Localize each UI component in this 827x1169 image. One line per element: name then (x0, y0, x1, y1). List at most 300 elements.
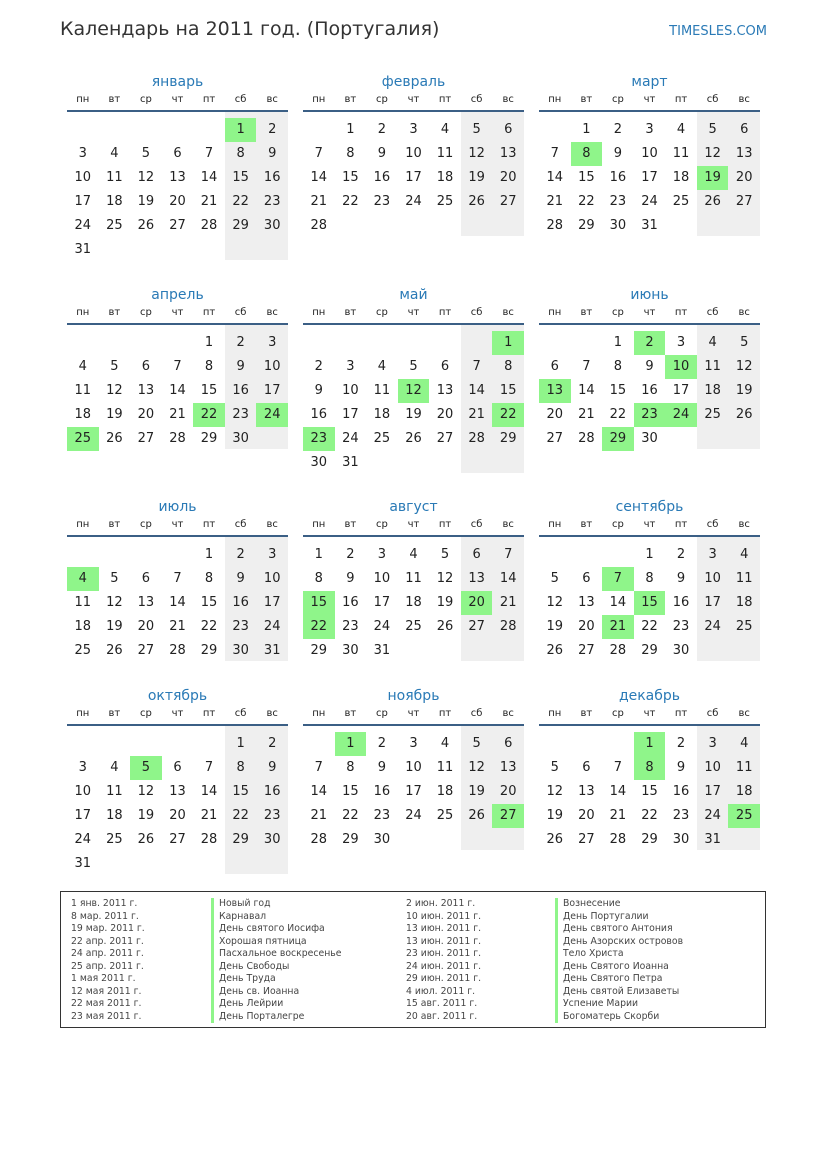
day-cell: 7 (314, 760, 323, 775)
day-cell: 26 (468, 808, 485, 823)
day-cell: 3 (377, 547, 387, 562)
day-cell: 11 (106, 170, 123, 185)
day-cell: 23 (263, 194, 281, 209)
holiday-name: День Азорских островов (555, 936, 683, 949)
day-cell: 28 (310, 832, 328, 847)
day-cell: 21 (169, 407, 186, 422)
weekday-header: вс (266, 708, 278, 719)
day-cell: 28 (546, 218, 564, 233)
day-cell: 17 (74, 194, 92, 209)
weekday-header: чт (407, 708, 420, 719)
day-cell: 19 (137, 808, 155, 823)
day-cell: 14 (169, 595, 186, 610)
holiday-day: 1 (634, 732, 666, 756)
day-cell: 21 (310, 808, 328, 823)
day-cell: 29 (578, 218, 595, 233)
day-cell: 30 (232, 643, 249, 658)
month-name: ноябрь (387, 688, 440, 704)
day-cell: 3 (78, 760, 87, 775)
day-cell: 30 (672, 832, 690, 847)
legend-right-dates (406, 898, 481, 1023)
holiday-date: 4 июл. 2011 г. (406, 985, 476, 997)
day-cell: 1 (236, 736, 245, 751)
weekday-header: чт (643, 307, 656, 318)
day-cell: 20 (169, 194, 186, 209)
day-cell: 7 (504, 547, 513, 562)
day-cell: 7 (173, 571, 182, 586)
month-name: январь (151, 74, 204, 90)
holiday-date: 15 авг. 2011 г. (406, 998, 478, 1009)
day-cell: 17 (74, 808, 92, 823)
day-cell: 21 (499, 595, 517, 610)
holiday-day: 10 (665, 355, 697, 379)
day-cell: 24 (74, 832, 92, 847)
holiday-date: 19 мар. 2011 г. (71, 923, 145, 934)
day-cell: 29 (641, 832, 658, 847)
day-cell: 21 (546, 194, 564, 209)
holiday-date: 13 июн. 2011 г. (406, 923, 482, 934)
day-cell: 14 (609, 784, 627, 799)
day-cell: 8 (346, 146, 355, 161)
day-cell: 23 (609, 194, 627, 209)
day-cell: 23 (342, 619, 359, 634)
day-cell: 3 (409, 122, 418, 137)
day-cell: 18 (704, 383, 721, 398)
day-cell: 29 (200, 431, 218, 446)
weekday-header: пн (76, 708, 90, 719)
day-cell: 30 (310, 455, 328, 470)
weekday-header: пт (674, 94, 688, 105)
day-cell: 21 (310, 194, 328, 209)
day-cell: 19 (436, 595, 454, 610)
day-cell: 5 (550, 760, 559, 775)
holiday-day: 21 (602, 615, 634, 639)
day-cell: 28 (468, 431, 485, 446)
day-cell: 16 (373, 784, 391, 799)
month-name: апрель (151, 287, 204, 303)
holiday-day: 12 (398, 379, 430, 403)
day-cell: 6 (141, 359, 151, 374)
day-cell: 18 (405, 595, 422, 610)
holiday-name: День святого Антония (555, 923, 683, 936)
day-cell: 27 (499, 194, 517, 209)
day-cell: 9 (645, 359, 654, 374)
weekday-header: пт (438, 307, 452, 318)
holiday-day: 8 (571, 142, 603, 166)
weekday-header: ср (139, 519, 152, 530)
day-cell: 20 (578, 619, 595, 634)
day-cell: 28 (169, 643, 186, 658)
holiday-day: 19 (697, 166, 729, 190)
day-cell: 20 (137, 619, 155, 634)
day-cell: 11 (106, 784, 123, 799)
day-cell: 26 (405, 431, 422, 446)
weekday-header: ср (139, 708, 152, 719)
holiday-name: День Португалии (555, 911, 683, 924)
holiday-date: 23 июн. 2011 г. (406, 948, 482, 959)
weekday-header: вт (580, 307, 593, 318)
day-cell: 26 (436, 619, 454, 634)
holiday-day: 25 (728, 804, 760, 828)
day-cell: 16 (232, 595, 249, 610)
day-cell: 21 (468, 407, 485, 422)
weekday-header: пт (202, 307, 216, 318)
day-cell: 22 (641, 619, 658, 634)
weekday-header: пт (674, 519, 688, 530)
page-title: Календарь на 2011 год. (Португалия) (60, 18, 440, 40)
weekday-header: ср (611, 307, 624, 318)
day-cell: 30 (263, 832, 281, 847)
weekday-header: чт (643, 708, 656, 719)
day-cell: 28 (310, 218, 328, 233)
day-cell: 16 (672, 595, 690, 610)
day-cell: 4 (110, 760, 119, 775)
day-cell: 17 (704, 784, 721, 799)
holiday-day: 15 (303, 591, 335, 615)
day-cell: 13 (169, 784, 186, 799)
weekday-header: чт (171, 519, 184, 530)
day-cell: 5 (409, 359, 418, 374)
weekday-header: сб (470, 94, 483, 105)
day-cell: 3 (676, 335, 686, 350)
day-cell: 31 (263, 643, 281, 658)
holiday-date: 8 мар. 2011 г. (71, 910, 139, 922)
day-cell: 19 (546, 619, 564, 634)
day-cell: 20 (546, 407, 564, 422)
day-cell: 2 (346, 547, 355, 562)
day-cell: 8 (645, 571, 654, 586)
day-cell: 20 (735, 170, 753, 185)
day-cell: 16 (609, 170, 627, 185)
day-cell: 31 (74, 242, 92, 257)
day-cell: 24 (74, 218, 92, 233)
weekday-header: пн (312, 307, 326, 318)
month-name: декабрь (618, 688, 681, 704)
day-cell: 26 (137, 832, 155, 847)
day-cell: 10 (405, 760, 422, 775)
day-cell: 10 (373, 571, 391, 586)
holiday-date: 1 мая 2011 г. (71, 973, 136, 984)
day-cell: 14 (468, 383, 485, 398)
day-cell: 9 (268, 760, 277, 775)
day-cell: 19 (137, 194, 155, 209)
weekday-header: вт (108, 94, 121, 105)
day-cell: 19 (106, 619, 123, 634)
day-cell: 10 (74, 784, 92, 799)
day-cell: 11 (704, 359, 721, 374)
day-cell: 28 (499, 619, 517, 634)
day-cell: 24 (263, 619, 281, 634)
day-cell: 11 (405, 571, 422, 586)
day-cell: 1 (645, 547, 654, 562)
weekday-header: чт (407, 307, 420, 318)
day-cell: 16 (373, 170, 391, 185)
day-cell: 1 (204, 335, 214, 350)
day-cell: 6 (504, 736, 513, 751)
day-cell: 26 (735, 407, 753, 422)
day-cell: 31 (641, 218, 658, 233)
day-cell: 22 (609, 407, 627, 422)
day-cell: 15 (499, 383, 517, 398)
day-cell: 16 (672, 784, 690, 799)
holiday-day: 29 (602, 427, 634, 451)
weekday-header: вт (108, 307, 121, 318)
day-cell: 11 (74, 383, 92, 398)
day-cell: 30 (609, 218, 627, 233)
holiday-day: 1 (335, 732, 367, 756)
weekday-header: сб (234, 307, 247, 318)
day-cell: 7 (550, 146, 559, 161)
day-cell: 7 (204, 760, 214, 775)
day-cell: 27 (169, 218, 186, 233)
day-cell: 12 (704, 146, 721, 161)
legend-right-names (555, 898, 683, 1023)
day-cell: 18 (106, 808, 123, 823)
weekday-header: пн (312, 708, 326, 719)
day-cell: 5 (708, 122, 717, 137)
day-cell: 9 (377, 760, 387, 775)
day-cell: 27 (578, 643, 595, 658)
weekday-header: пт (674, 307, 688, 318)
day-cell: 8 (236, 760, 245, 775)
holiday-name: День Лейрии (211, 998, 342, 1011)
day-cell: 2 (676, 736, 686, 751)
day-cell: 19 (546, 808, 564, 823)
weekday-header: вс (738, 519, 750, 530)
day-cell: 30 (263, 218, 281, 233)
day-cell: 29 (232, 832, 249, 847)
weekday-header: вт (344, 94, 357, 105)
day-cell: 16 (263, 170, 281, 185)
day-cell: 29 (200, 643, 218, 658)
holiday-name: Успение Марии (555, 998, 683, 1011)
weekday-header: вс (266, 519, 278, 530)
day-cell: 5 (141, 146, 151, 161)
day-cell: 7 (314, 146, 323, 161)
day-cell: 5 (472, 122, 481, 137)
holiday-day: 2 (634, 331, 666, 355)
day-cell: 20 (578, 808, 595, 823)
day-cell: 7 (472, 359, 481, 374)
day-cell: 9 (377, 146, 387, 161)
day-cell: 27 (735, 194, 753, 209)
day-cell: 3 (645, 122, 654, 137)
weekday-header: сб (470, 708, 483, 719)
day-cell: 14 (200, 784, 218, 799)
holiday-day: 5 (130, 756, 162, 780)
day-cell: 21 (200, 808, 218, 823)
day-cell: 28 (578, 431, 595, 446)
day-cell: 26 (704, 194, 721, 209)
day-cell: 19 (405, 407, 422, 422)
holiday-name: День св. Иоанна (211, 986, 342, 999)
weekday-header: ср (375, 519, 388, 530)
holiday-date: 13 июн. 2011 г. (406, 935, 482, 947)
holiday-day: 23 (634, 403, 666, 427)
holiday-name: День Свободы (211, 961, 342, 974)
day-cell: 12 (436, 571, 454, 586)
day-cell: 4 (708, 335, 717, 350)
holiday-date: 12 мая 2011 г. (71, 985, 142, 997)
day-cell: 14 (546, 170, 564, 185)
holiday-name: День святой Елизаветы (555, 986, 683, 999)
day-cell: 26 (468, 194, 485, 209)
day-cell: 18 (74, 619, 92, 634)
day-cell: 18 (436, 784, 454, 799)
day-cell: 23 (672, 619, 690, 634)
weekday-header: чт (407, 519, 420, 530)
day-cell: 16 (342, 595, 359, 610)
day-cell: 26 (546, 832, 564, 847)
holiday-name: Тело Христа (555, 948, 683, 961)
day-cell: 31 (342, 455, 359, 470)
day-cell: 23 (672, 808, 690, 823)
day-cell: 7 (582, 359, 591, 374)
day-cell: 5 (440, 547, 450, 562)
day-cell: 21 (200, 194, 218, 209)
day-cell: 29 (232, 218, 249, 233)
day-cell: 11 (735, 760, 753, 775)
weekday-header: сб (234, 94, 247, 105)
day-cell: 27 (436, 431, 454, 446)
day-cell: 27 (468, 619, 485, 634)
day-cell: 6 (504, 122, 513, 137)
day-cell: 1 (613, 335, 623, 350)
day-cell: 4 (740, 736, 749, 751)
holiday-day: 27 (492, 804, 524, 828)
day-cell: 14 (609, 595, 627, 610)
day-cell: 4 (740, 547, 749, 562)
weekday-header: вт (580, 94, 593, 105)
holiday-day: 25 (67, 427, 99, 451)
weekday-header: ср (139, 94, 152, 105)
day-cell: 14 (310, 170, 328, 185)
day-cell: 4 (440, 122, 450, 137)
weekday-header: сб (470, 307, 483, 318)
day-cell: 12 (735, 359, 753, 374)
day-cell: 3 (708, 547, 717, 562)
day-cell: 18 (74, 407, 92, 422)
holiday-date: 22 мая 2011 г. (71, 998, 142, 1009)
day-cell: 24 (405, 194, 422, 209)
holiday-date: 24 апр. 2011 г. (71, 948, 144, 959)
brand-link[interactable]: TIMESLES.COM (669, 24, 767, 39)
day-cell: 26 (137, 218, 155, 233)
day-cell: 25 (704, 407, 721, 422)
day-cell: 15 (200, 595, 218, 610)
day-cell: 25 (373, 431, 391, 446)
day-cell: 18 (672, 170, 690, 185)
weekday-header: пн (548, 519, 562, 530)
day-cell: 27 (137, 431, 155, 446)
holiday-date: 25 апр. 2011 г. (71, 960, 144, 972)
day-cell: 9 (676, 760, 686, 775)
day-cell: 6 (550, 359, 559, 374)
day-cell: 15 (342, 170, 359, 185)
holiday-date: 20 авг. 2011 г. (406, 1010, 478, 1022)
day-cell: 1 (314, 547, 323, 562)
weekday-header: пн (312, 519, 326, 530)
day-cell: 3 (346, 359, 355, 374)
day-cell: 9 (268, 146, 277, 161)
day-cell: 14 (310, 784, 328, 799)
day-cell: 14 (578, 383, 595, 398)
day-cell: 12 (106, 595, 123, 610)
weekday-header: ср (375, 94, 388, 105)
day-cell: 8 (236, 146, 245, 161)
day-cell: 10 (263, 359, 281, 374)
day-cell: 20 (137, 407, 155, 422)
weekday-header: вс (502, 519, 514, 530)
day-cell: 8 (346, 760, 355, 775)
day-cell: 25 (405, 619, 422, 634)
day-cell: 21 (169, 619, 186, 634)
day-cell: 10 (263, 571, 281, 586)
day-cell: 4 (377, 359, 387, 374)
day-cell: 24 (373, 619, 391, 634)
day-cell: 7 (173, 359, 182, 374)
day-cell: 18 (373, 407, 391, 422)
day-cell: 10 (641, 146, 658, 161)
day-cell: 15 (200, 383, 218, 398)
weekday-header: пт (674, 708, 688, 719)
holiday-name: Богоматерь Скорби (555, 1011, 683, 1024)
day-cell: 12 (137, 170, 155, 185)
day-cell: 3 (708, 736, 717, 751)
day-cell: 30 (342, 643, 359, 658)
weekday-header: ср (611, 708, 624, 719)
day-cell: 28 (200, 218, 218, 233)
holiday-name: День святого Иосифа (211, 923, 342, 936)
day-cell: 1 (204, 547, 214, 562)
day-cell: 16 (232, 383, 249, 398)
day-cell: 24 (342, 431, 359, 446)
day-cell: 2 (268, 122, 277, 137)
legend-left-names (211, 898, 342, 1023)
day-cell: 19 (735, 383, 753, 398)
day-cell: 13 (578, 595, 595, 610)
day-cell: 29 (499, 431, 517, 446)
day-cell: 13 (499, 760, 517, 775)
weekday-header: вт (344, 307, 357, 318)
day-cell: 5 (110, 359, 119, 374)
day-cell: 17 (641, 170, 658, 185)
day-cell: 15 (342, 784, 359, 799)
day-cell: 22 (232, 808, 249, 823)
holiday-name: День Святого Петра (555, 973, 683, 986)
day-cell: 12 (546, 595, 564, 610)
day-cell: 23 (263, 808, 281, 823)
day-cell: 27 (169, 832, 186, 847)
day-cell: 31 (373, 643, 391, 658)
weekday-header: вс (266, 94, 278, 105)
day-cell: 13 (137, 595, 155, 610)
weekday-header: ср (375, 307, 388, 318)
day-cell: 30 (373, 832, 391, 847)
weekday-header: чт (407, 94, 420, 105)
day-cell: 11 (672, 146, 690, 161)
month-name: июль (158, 499, 197, 515)
day-cell: 5 (550, 571, 559, 586)
weekday-header: вс (738, 708, 750, 719)
weekday-header: чт (171, 307, 184, 318)
day-cell: 15 (232, 784, 249, 799)
day-cell: 11 (74, 595, 92, 610)
day-cell: 8 (613, 359, 623, 374)
holiday-day: 15 (634, 591, 666, 615)
holiday-day: 1 (492, 331, 524, 355)
day-cell: 19 (468, 170, 485, 185)
